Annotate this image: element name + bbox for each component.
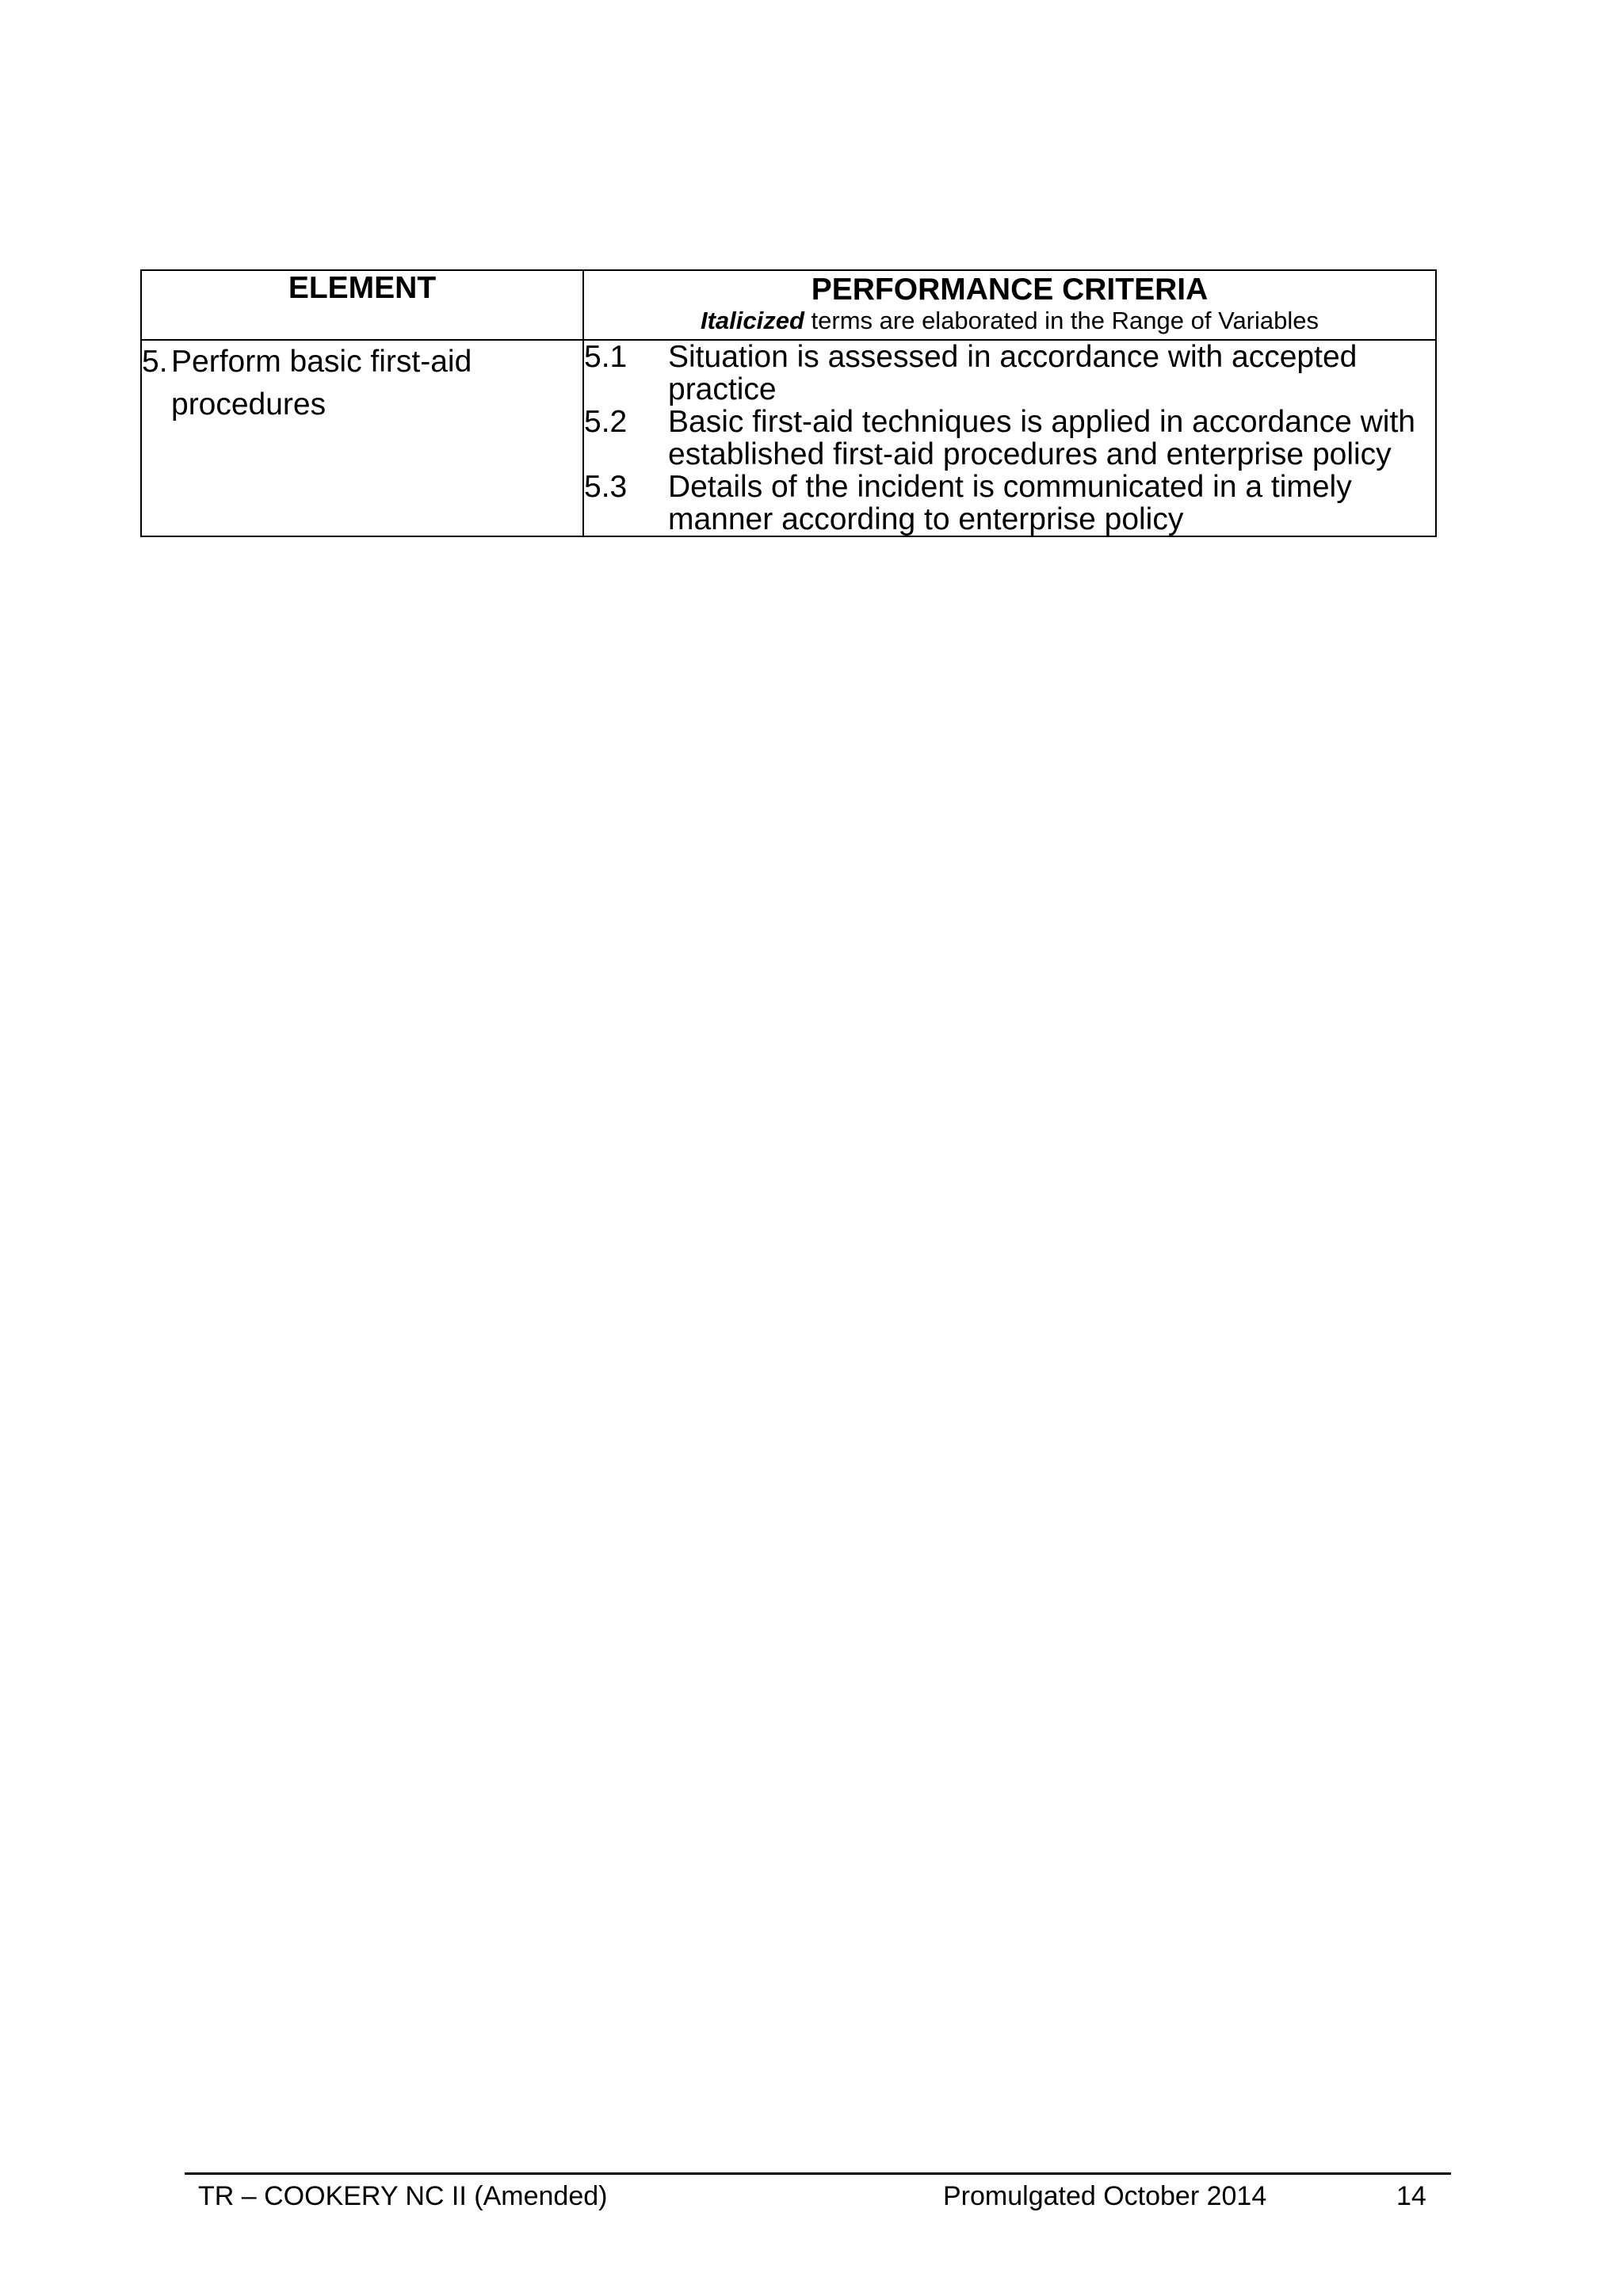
criteria-header bbox=[583, 270, 1436, 340]
table-row bbox=[141, 340, 1436, 536]
criteria-item bbox=[584, 341, 1435, 406]
table-header-row bbox=[141, 270, 1436, 340]
element-cell bbox=[141, 340, 583, 536]
element-item bbox=[142, 341, 582, 426]
element-text-line1: Perform basic first-aid bbox=[171, 345, 472, 379]
criteria-number: 5.3 bbox=[584, 470, 628, 504]
criteria-text: Situation is assessed in accordance with accepted practice bbox=[668, 340, 1358, 406]
element-number: 5. bbox=[142, 345, 168, 379]
element-text-line2: procedures bbox=[171, 387, 327, 421]
element-header: ELEMENT bbox=[141, 270, 583, 340]
criteria-number: 5.1 bbox=[584, 340, 628, 374]
footer-divider bbox=[185, 2172, 1451, 2175]
criteria-cell bbox=[583, 340, 1436, 536]
criteria-text: Details of the incident is communicated in a timely manner according to enterprise policy bbox=[668, 470, 1352, 536]
criteria-header-note-emphasis: Italicized bbox=[700, 307, 804, 334]
criteria-item bbox=[584, 406, 1435, 471]
criteria-header-note-text: terms are elaborated in the Range of Variables bbox=[804, 307, 1319, 334]
footer-page-number: 14 bbox=[1396, 2181, 1426, 2211]
criteria-number: 5.2 bbox=[584, 405, 628, 439]
criteria-text: Basic first-aid techniques is applied in accordance with established first-aid procedures and enterprise policy bbox=[668, 405, 1415, 471]
element-text bbox=[171, 341, 472, 426]
competency-table bbox=[140, 269, 1437, 537]
criteria-header-note bbox=[584, 307, 1435, 334]
criteria-header-title: PERFORMANCE CRITERIA bbox=[811, 273, 1209, 307]
footer-document-title: TR – COOKERY NC II (Amended) bbox=[198, 2181, 608, 2211]
criteria-item bbox=[584, 471, 1435, 536]
footer-promulgation-date: Promulgated October 2014 bbox=[943, 2181, 1267, 2211]
